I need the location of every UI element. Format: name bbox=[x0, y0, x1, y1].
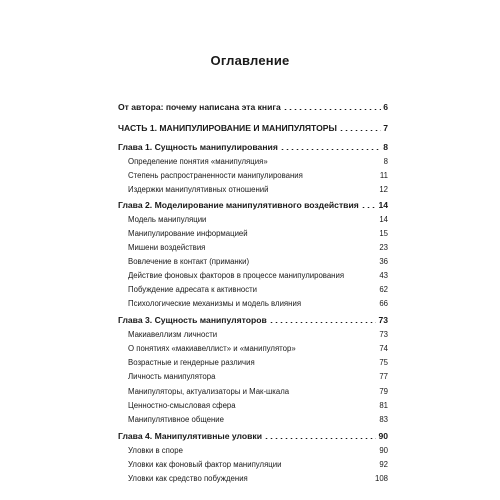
toc-item bbox=[128, 446, 388, 456]
toc-page-number: 15 bbox=[379, 229, 388, 238]
toc-item bbox=[128, 271, 388, 281]
toc-item bbox=[128, 243, 388, 253]
toc-page-number: 73 bbox=[378, 315, 388, 325]
toc-heading bbox=[118, 102, 388, 112]
toc-item bbox=[128, 330, 388, 340]
toc-item bbox=[128, 285, 388, 295]
toc-entry-title: Издержки манипулятивных отношений bbox=[128, 185, 269, 194]
toc-page-number: 14 bbox=[379, 215, 388, 224]
toc-item bbox=[128, 460, 388, 470]
toc-heading bbox=[118, 142, 388, 152]
toc-item bbox=[128, 372, 388, 382]
toc-entry-title: Побуждение адресата к активности bbox=[128, 285, 258, 294]
toc-item bbox=[128, 185, 388, 195]
toc-entry-title: Действие фоновых факторов в процессе манипулирования bbox=[128, 271, 345, 280]
toc-entry-title: Вовлечение в контакт (приманки) bbox=[128, 257, 250, 266]
toc-page-number: 81 bbox=[379, 401, 388, 410]
toc-page-number: 8 bbox=[383, 142, 388, 152]
toc-entry-title: Глава 2. Моделирование манипулятивного воздействия bbox=[118, 200, 359, 210]
toc-entry-title: Макиавеллизм личности bbox=[128, 330, 218, 339]
toc-page-number: 90 bbox=[379, 446, 388, 455]
toc-item bbox=[128, 157, 388, 167]
toc-entry-title: Психологические механизмы и модель влияния bbox=[128, 299, 302, 308]
toc-entry-title: Возрастные и гендерные различия bbox=[128, 358, 255, 367]
toc-item bbox=[128, 171, 388, 181]
toc-item bbox=[128, 401, 388, 411]
toc-entry-title: Манипулирование информацией bbox=[128, 229, 248, 238]
page-title: Оглавление bbox=[210, 53, 290, 68]
toc-entry-title: Степень распространенности манипулирования bbox=[128, 171, 303, 180]
toc-entry-title: Уловки как фоновый фактор манипуляции bbox=[128, 460, 282, 469]
toc-page-number: 74 bbox=[379, 344, 388, 353]
toc-heading bbox=[118, 431, 388, 441]
toc-entry-title: Манипуляторы, актуализаторы и Мак-шкала bbox=[128, 387, 290, 396]
toc-page-number: 92 bbox=[379, 460, 388, 469]
toc-entry-title: Ценностно-смысловая сфера bbox=[128, 401, 236, 410]
toc-item bbox=[128, 257, 388, 267]
dot-leader bbox=[264, 438, 376, 439]
toc-entry-title: Глава 4. Манипулятивные уловки bbox=[118, 431, 263, 441]
dot-leader bbox=[269, 322, 377, 323]
toc-heading bbox=[118, 123, 388, 133]
toc-page-number: 14 bbox=[378, 200, 388, 210]
toc-entry-title: Личность манипулятора bbox=[128, 372, 216, 381]
toc-entry-title: От автора: почему написана эта книга bbox=[118, 102, 281, 112]
toc-page-number: 83 bbox=[379, 415, 388, 424]
toc-heading bbox=[118, 315, 388, 325]
toc-item bbox=[128, 387, 388, 397]
dot-leader bbox=[283, 109, 381, 110]
toc-page-number: 79 bbox=[379, 387, 388, 396]
toc-item bbox=[128, 358, 388, 368]
toc-entry-title: ЧАСТЬ 1. МАНИПУЛИРОВАНИЕ И МАНИПУЛЯТОРЫ bbox=[118, 123, 337, 133]
toc-entry-title: Глава 3. Сущность манипуляторов bbox=[118, 315, 267, 325]
toc-page-number: 36 bbox=[379, 257, 388, 266]
dot-leader bbox=[280, 149, 381, 150]
toc-page-number: 7 bbox=[383, 123, 388, 133]
toc-page-number: 73 bbox=[379, 330, 388, 339]
toc-item bbox=[128, 474, 388, 484]
toc-page-number: 8 bbox=[383, 157, 388, 166]
dot-leader bbox=[339, 130, 381, 131]
toc-entry-title: Определение понятия «манипуляция» bbox=[128, 157, 268, 166]
toc-entry-title: Модель манипуляции bbox=[128, 215, 207, 224]
toc-entry-title: О понятиях «макиавеллист» и «манипулятор» bbox=[128, 344, 296, 353]
toc-page-number: 12 bbox=[379, 185, 388, 194]
toc-page-number: 23 bbox=[379, 243, 388, 252]
toc-item bbox=[128, 215, 388, 225]
toc-item bbox=[128, 344, 388, 354]
toc-page-number: 77 bbox=[379, 372, 388, 381]
toc-entry-title: Мишени воздействия bbox=[128, 243, 206, 252]
toc-entry-title: Уловки как средство побуждения bbox=[128, 474, 248, 483]
toc-page-number: 62 bbox=[379, 285, 388, 294]
toc-entry-title: Манипулятивное общение bbox=[128, 415, 224, 424]
toc-heading bbox=[118, 200, 388, 210]
toc-item bbox=[128, 299, 388, 309]
toc-page-number: 90 bbox=[378, 431, 388, 441]
toc-page-number: 43 bbox=[379, 271, 388, 280]
toc-item bbox=[128, 415, 388, 425]
toc-page-number: 75 bbox=[379, 358, 388, 367]
toc-entry-title: Глава 1. Сущность манипулирования bbox=[118, 142, 278, 152]
toc-page-number: 11 bbox=[379, 171, 388, 180]
toc-entry-title: Уловки в споре bbox=[128, 446, 183, 455]
toc-page-number: 6 bbox=[383, 102, 388, 112]
toc-page-number: 66 bbox=[379, 299, 388, 308]
toc-item bbox=[128, 229, 388, 239]
dot-leader bbox=[361, 207, 377, 208]
toc-page-number: 108 bbox=[374, 474, 388, 483]
